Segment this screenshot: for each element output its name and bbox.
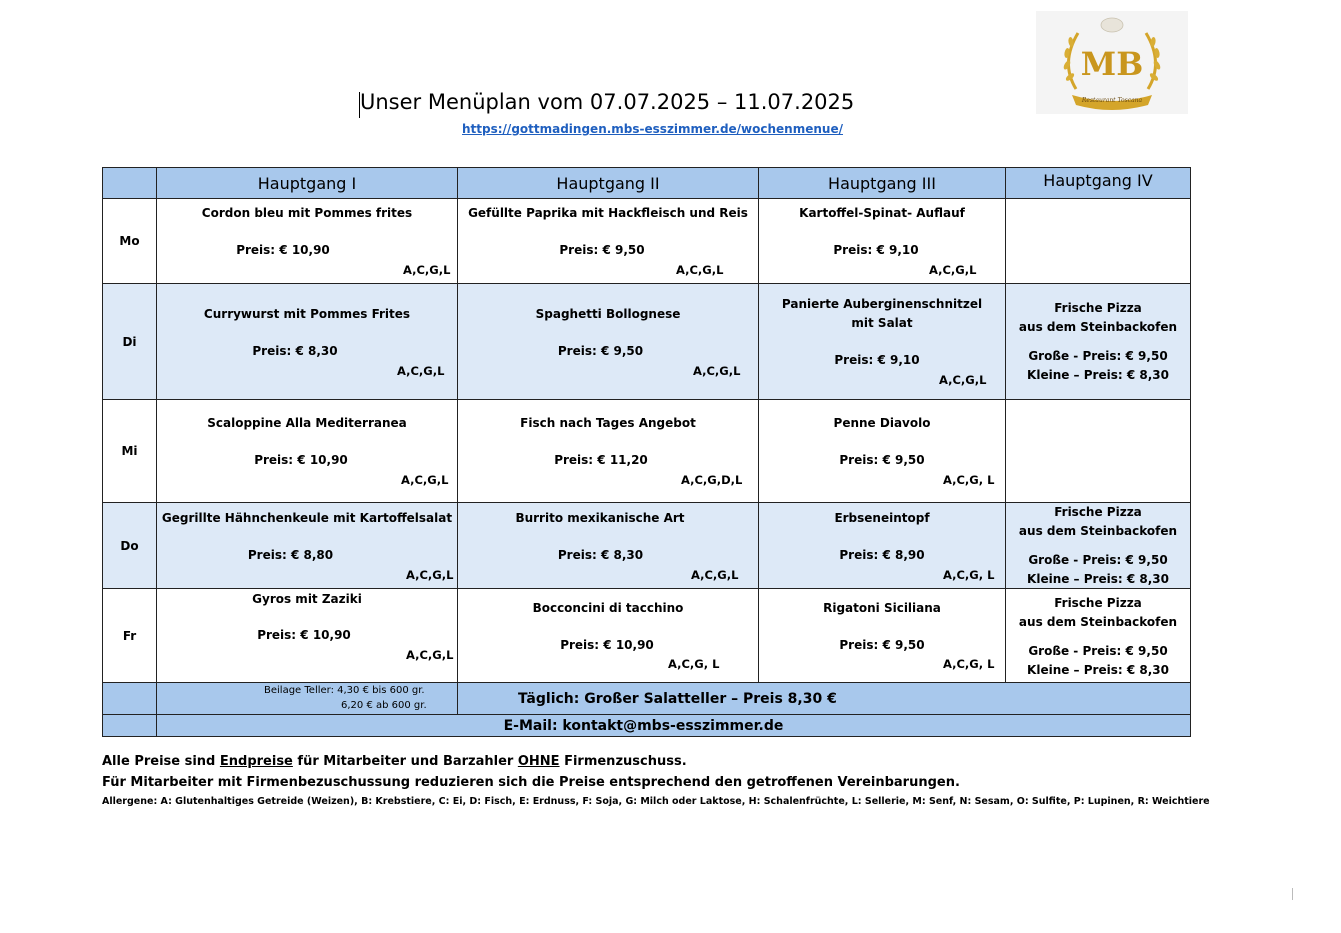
dish-allergens: A,C,G,L xyxy=(929,263,977,277)
menu-cell-empty xyxy=(1005,399,1191,503)
pizza-subtitle: aus dem Steinbackofen xyxy=(1018,320,1178,334)
pizza-large-price: Große - Preis: € 9,50 xyxy=(1028,349,1168,363)
dish-allergens: A,C,G,L xyxy=(397,364,445,378)
column-header-2: Hauptgang II xyxy=(457,167,759,199)
email-row-spacer xyxy=(102,714,157,737)
daily-salad-cell xyxy=(457,682,1191,715)
pizza-subtitle: aus dem Steinbackofen xyxy=(1018,524,1178,538)
dish-allergens: A,C,G,L xyxy=(939,373,987,387)
menu-cell xyxy=(156,198,458,284)
dish-name: Bocconcini di tacchino xyxy=(532,601,684,615)
side-plate-line-1: Beilage Teller: 4,30 € bis 600 gr. xyxy=(264,685,425,696)
menu-cell xyxy=(457,283,759,400)
day-label: Fr xyxy=(102,588,157,683)
pizza-subtitle: aus dem Steinbackofen xyxy=(1018,615,1178,629)
footer-text-a: Alle Preise sind xyxy=(102,754,220,769)
menu-cell xyxy=(457,198,759,284)
pizza-title: Frische Pizza xyxy=(1054,301,1142,315)
day-label: Mo xyxy=(102,198,157,284)
menu-cell-empty xyxy=(1005,198,1191,284)
dish-allergens: A,C,G,L xyxy=(401,473,449,487)
dish-allergens: A,C,G, L xyxy=(943,568,995,582)
menu-cell xyxy=(156,399,458,503)
footer-text-ohne: OHNE xyxy=(517,754,560,769)
dish-allergens: A,C,G,L xyxy=(691,568,739,582)
column-header-4: Hauptgang IV xyxy=(1005,167,1191,199)
footer-subsidy-note: Für Mitarbeiter mit Firmenbezuschussung reduzieren sich die Preise entsprechend den getroffenen Vereinbarungen. xyxy=(102,775,960,790)
dish-allergens: A,C,G, L xyxy=(668,657,720,671)
day-label: Do xyxy=(102,502,157,589)
dish-allergens: A,C,G,L xyxy=(693,364,741,378)
column-header-3: Hauptgang III xyxy=(758,167,1006,199)
menu-cell xyxy=(457,588,759,683)
pizza-small-price: Kleine – Preis: € 8,30 xyxy=(1027,572,1169,586)
dish-name: Penne Diavolo xyxy=(833,416,931,430)
menu-table xyxy=(102,167,1191,737)
menu-cell xyxy=(156,588,458,683)
dish-name: Gegrillte Hähnchenkeule mit Kartoffelsalat xyxy=(161,511,453,525)
dish-allergens: A,C,G,L xyxy=(403,263,451,277)
salad-row-spacer xyxy=(102,682,157,715)
email-cell xyxy=(156,714,1191,737)
dish-name: Erbseneintopf xyxy=(834,511,930,525)
header-day-cell xyxy=(102,167,157,199)
dish-price: Preis: € 9,10 xyxy=(833,243,919,257)
menu-cell xyxy=(758,399,1006,503)
dish-allergens: A,C,G, L xyxy=(943,657,995,671)
dish-price: Preis: € 9,50 xyxy=(557,344,644,358)
dish-price: Preis: € 8,30 xyxy=(557,548,644,562)
dish-name: Panierte Auberginenschnitzel mit Salat xyxy=(781,297,983,330)
menu-cell xyxy=(758,198,1006,284)
pizza-small-price: Kleine – Preis: € 8,30 xyxy=(1027,368,1169,382)
page-title: Unser Menüplan vom 07.07.2025 – 11.07.2025 xyxy=(360,90,855,114)
pizza-cell xyxy=(1005,502,1191,589)
pizza-cell xyxy=(1005,283,1191,400)
column-header-1: Hauptgang I xyxy=(156,167,458,199)
pizza-large-price: Große - Preis: € 9,50 xyxy=(1028,644,1168,658)
dish-name: Scaloppine Alla Mediterranea xyxy=(207,416,407,430)
menu-cell xyxy=(758,588,1006,683)
dish-name: Kartoffel-Spinat- Auflauf xyxy=(799,206,965,220)
logo-subtitle: Restaurant Toscana xyxy=(1081,97,1143,104)
dish-price: Preis: € 9,50 xyxy=(839,453,925,467)
footer-text-e: Firmenzuschuss. xyxy=(559,754,687,769)
menu-cell xyxy=(758,283,1006,400)
dish-price: Preis: € 10,90 xyxy=(236,243,330,257)
dish-allergens: A,C,G, L xyxy=(943,473,995,487)
dish-name: Gefüllte Paprika mit Hackfleisch und Reis xyxy=(468,206,748,220)
pizza-cell xyxy=(1005,588,1191,683)
dish-price: Preis: € 11,20 xyxy=(554,453,648,467)
restaurant-logo xyxy=(1036,11,1188,114)
dish-price: Preis: € 8,90 xyxy=(839,548,925,562)
dish-price: Preis: € 9,50 xyxy=(839,638,925,652)
menu-url-link[interactable]: https://gottmadingen.mbs-esszimmer.de/wochenmenue/ xyxy=(462,122,843,136)
pizza-large-price: Große - Preis: € 9,50 xyxy=(1028,553,1168,567)
menu-cell xyxy=(457,502,759,589)
dish-name: Rigatoni Siciliana xyxy=(823,601,941,615)
pizza-small-price: Kleine – Preis: € 8,30 xyxy=(1027,663,1169,677)
menu-cell xyxy=(457,399,759,503)
pizza-title: Frische Pizza xyxy=(1054,596,1142,610)
dish-price: Preis: € 8,80 xyxy=(247,548,334,562)
dish-price: Preis: € 8,30 xyxy=(252,344,338,358)
pizza-title: Frische Pizza xyxy=(1054,505,1142,519)
dish-allergens: A,C,G,L xyxy=(406,648,454,662)
dish-price: Preis: € 10,90 xyxy=(254,453,348,467)
dish-price: Preis: € 9,10 xyxy=(834,353,920,367)
dish-name: Burrito mexikanische Art xyxy=(515,511,685,525)
dish-allergens: A,C,G,L xyxy=(676,263,724,277)
footer-text-c: für Mitarbeiter und Barzahler xyxy=(292,754,518,769)
dish-name: Spaghetti Bollognese xyxy=(535,307,681,321)
footer-text-endpreise: Endpreise xyxy=(219,754,293,769)
footer-prices-note xyxy=(102,754,687,769)
side-plate-line-2: 6,20 € ab 600 gr. xyxy=(341,700,427,711)
menu-cell xyxy=(156,283,458,400)
dish-price: Preis: € 9,50 xyxy=(559,243,645,257)
page-marker xyxy=(1292,888,1293,900)
menu-cell xyxy=(758,502,1006,589)
dish-name: Fisch nach Tages Angebot xyxy=(520,416,696,430)
daily-salad-text: Täglich: Großer Salatteller – Preis 8,30 € xyxy=(518,690,837,707)
dish-allergens: A,C,G,D,L xyxy=(681,473,743,487)
allergen-legend: Allergene: A: Glutenhaltiges Getreide (Weizen), B: Krebstiere, C: Ei, D: Fisch, E: Erdnuss, F: Soja, G: Milch oder Laktose, H: Schalenfrüchte, L: Sellerie, M: Senf, N: Sesam, O: Sulfite, P: Lupinen, R: Weichtiere xyxy=(102,796,1210,807)
contact-email[interactable]: E-Mail: kontakt@mbs-esszimmer.de xyxy=(503,717,784,734)
logo-monogram: MB xyxy=(1080,45,1144,83)
dish-price: Preis: € 10,90 xyxy=(560,638,654,652)
dish-name: Currywurst mit Pommes Frites xyxy=(203,307,411,321)
day-label: Mi xyxy=(102,399,157,503)
side-plate-cell xyxy=(156,682,458,715)
dish-price: Preis: € 10,90 xyxy=(257,628,351,642)
dish-allergens: A,C,G,L xyxy=(406,568,454,582)
dish-name: Gyros mit Zaziki xyxy=(252,592,362,606)
day-label: Di xyxy=(102,283,157,400)
menu-cell xyxy=(156,502,458,589)
dish-name: Cordon bleu mit Pommes frites xyxy=(201,206,413,220)
